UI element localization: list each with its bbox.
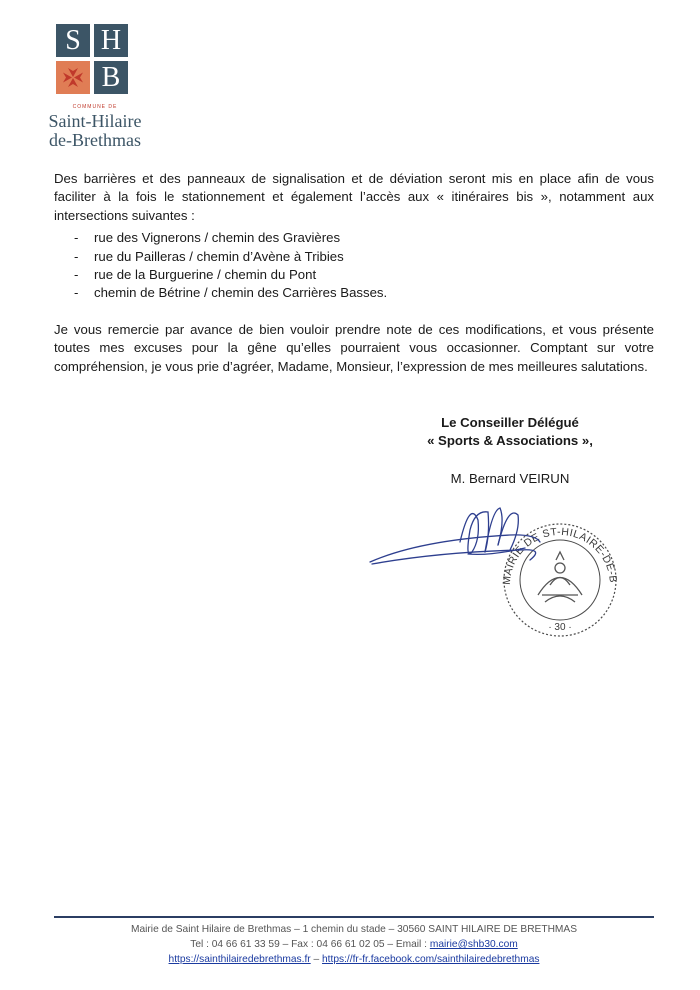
- letter-body: [54, 170, 654, 376]
- list-item: [54, 229, 654, 247]
- signature-block: [400, 414, 620, 488]
- signature-and-stamp: [360, 490, 620, 650]
- signatory-department: « Sports & Associations »,: [427, 433, 593, 448]
- letter-footer: [54, 922, 654, 967]
- footer-phone-fax: Tel : 04 66 61 33 59 – Fax : 04 66 61 02 05 – Email :: [190, 939, 430, 950]
- footer-links: [54, 952, 654, 967]
- list-item: [54, 284, 654, 302]
- footer-website-link[interactable]: https://sainthilairedebrethmas.fr: [168, 954, 311, 965]
- list-item-text: rue des Vignerons / chemin des Gravières: [94, 230, 341, 246]
- footer-address: Mairie de Saint Hilaire de Brethmas – 1 chemin du stade – 30560 SAINT HILAIRE DE BRETHMAS: [131, 924, 577, 935]
- intro-paragraph: Des barrières et des panneaux de signalisation et de déviation seront mis en place afin de vous faciliter à la fois le stationnement et également l’accès aux « itinéraires bis », notamment aux intersections suivantes :: [54, 171, 654, 223]
- list-item-text: rue du Pailleras / chemin d’Avène à Tribies: [94, 248, 344, 264]
- intersections-list: [54, 229, 654, 303]
- logo-town-name: [36, 112, 154, 150]
- footer-contact: [54, 937, 654, 952]
- logo-letter-b: B: [94, 61, 128, 94]
- official-stamp: [360, 490, 619, 636]
- handwritten-signature: [360, 490, 620, 650]
- signatory-title: Le Conseiller Délégué: [441, 415, 579, 430]
- stamp-number: · 30 ·: [548, 622, 572, 633]
- logo-letter-s: S: [56, 24, 90, 57]
- maltese-cross-icon: [56, 61, 90, 94]
- bullet-dash: -: [74, 267, 79, 283]
- logo-commune-label: COMMUNE DE: [72, 104, 118, 110]
- footer-facebook-link[interactable]: https://fr-fr.facebook.com/sainthilairedebrethmas: [322, 954, 540, 965]
- list-item: [54, 248, 654, 266]
- closing-paragraph: Je vous remercie par avance de bien vouloir prendre note de ces modifications, et vous présente toutes mes excuses pour la gêne qu’elles pourraient vous occasionner. Comptant sur votre compréhension, je vous prie d’agréer, Madame, Monsieur, l’expression de mes meilleures salutations.: [54, 321, 654, 374]
- list-item: [54, 266, 654, 284]
- logo-monogram: [56, 24, 134, 96]
- signatory-name: M. Bernard VEIRUN: [450, 471, 570, 486]
- list-item-text: chemin de Bétrine / chemin des Carrières Basses.: [94, 285, 388, 301]
- footer-separator: –: [310, 954, 323, 965]
- bullet-dash: -: [74, 248, 79, 264]
- logo-town-line1: Saint-Hilaire: [48, 111, 142, 131]
- footer-rule: [54, 916, 654, 918]
- svg-text:MAIRIE DE ST-HILAIRE-DE-BRETHM: [360, 490, 619, 585]
- logo-town-line2: de-Brethmas: [49, 130, 141, 150]
- logo-letter-h: H: [94, 24, 128, 57]
- bullet-dash: -: [74, 230, 79, 246]
- stamp-text: MAIRIE DE ST-HILAIRE-DE-B: [500, 525, 620, 586]
- footer-email-link[interactable]: mairie@shb30.com: [429, 939, 518, 950]
- list-item-text: rue de la Burguerine / chemin du Pont: [94, 267, 317, 283]
- bullet-dash: -: [74, 285, 79, 301]
